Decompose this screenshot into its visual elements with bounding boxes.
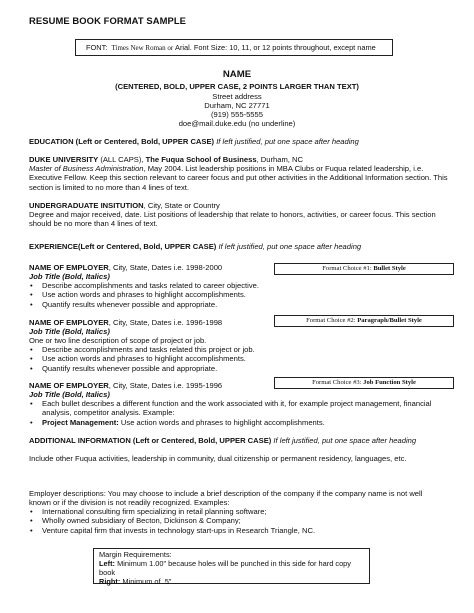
experience-heading-note: If left justified, put one space after heading xyxy=(216,242,362,251)
margin-right-line xyxy=(99,577,364,586)
undergraduate-entry xyxy=(29,201,449,210)
duke-name: DUKE UNIVERSITY xyxy=(29,155,99,164)
margin-heading: Margin Requirements: xyxy=(99,550,172,559)
job-2-title: Job Title (Bold, Italics) xyxy=(29,327,110,336)
format-choice-3-value: Job Function Style xyxy=(361,379,416,386)
margin-requirements-box xyxy=(93,548,370,584)
duke-location: , Durham, NC xyxy=(256,155,303,164)
education-heading xyxy=(29,137,449,146)
job-3-title: Job Title (Bold, Italics) xyxy=(29,390,110,399)
list-item: • Venture capital firm that invests in technology start-ups in Research Triangle, NC. xyxy=(29,526,449,535)
font-requirements-box xyxy=(75,39,393,56)
list-item: • Use action words and phrases to highlight accomplishments. xyxy=(29,290,449,299)
name-format-note: (CENTERED, BOLD, UPPER CASE, 2 POINTS LARGER THAN TEXT) xyxy=(115,82,359,91)
city-state-zip: Durham, NC 27771 xyxy=(204,101,270,110)
education-heading-note: If left justified, put one space after heading xyxy=(214,137,359,146)
job-3-employer: NAME OF EMPLOYER xyxy=(29,381,109,390)
format-choice-1-label: Format Choice #1: xyxy=(322,265,372,272)
list-item: • Use action words and phrases to highlight accomplishments. xyxy=(29,354,449,363)
additional-info-text: Include other Fuqua activities, leadership in community, dual citizenship or permanent residency, languages, etc. xyxy=(29,454,407,463)
job-1-bullets xyxy=(29,281,449,309)
list-item: • International consulting firm specializing in retail planning software; xyxy=(29,507,449,516)
margin-right-text: Minimum of .5" xyxy=(120,577,172,586)
duke-university-entry xyxy=(29,155,449,164)
font-label: FONT: xyxy=(86,43,108,52)
font-rest: Arial. Font Size: 10, 11, or 12 points throughout, except name xyxy=(175,43,376,52)
document-title: RESUME BOOK FORMAT SAMPLE xyxy=(29,15,187,26)
undergrad-location: , City, State or Country xyxy=(143,201,220,210)
job-1-header xyxy=(29,263,269,272)
job-1-title: Job Title (Bold, Italics) xyxy=(29,272,110,281)
additional-info-heading xyxy=(29,436,449,445)
undergrad-name: UNDERGRADUATE INSITUTION xyxy=(29,201,144,210)
duke-description-text: , May 2004. List leadership positions in MBA Clubs or Fuqua related leadership, i.e. Executive Fellow. Keep this section relevant to career focus and put other activities in the Additional Information section. This section is limited to no more than 4 lines of text. xyxy=(29,164,448,192)
duke-caps-note: (ALL CAPS), xyxy=(98,155,146,164)
margin-right-label: Right: xyxy=(99,577,121,586)
format-choice-3-box xyxy=(274,377,454,389)
job-2-intro: One or two line description of scope of project or job. xyxy=(29,336,207,345)
duke-description xyxy=(29,164,449,192)
employer-description-examples xyxy=(29,507,449,535)
experience-heading-text: EXPERIENCE(Left or Centered, Bold, UPPER CASE) xyxy=(29,242,217,251)
margin-left-label: Left: xyxy=(99,559,116,568)
phone-number: (919) 555-5555 xyxy=(211,110,263,119)
font-or: or xyxy=(165,44,176,52)
margin-left-text: Minimum 1.00" because holes will be punched in this side for hard copy book xyxy=(99,559,351,577)
mba-degree: Master of Business Administration xyxy=(29,164,144,173)
employer-descriptions-intro: Employer descriptions: You may choose to include a brief description of the company if the company name is not well known or if the division is not readily recognized. Examples: xyxy=(29,489,423,508)
list-item: • Wholly owned subsidiary of Becton, Dickinson & Company; xyxy=(29,516,449,525)
job-1-location-dates: , City, State, Dates i.e. 1998-2000 xyxy=(108,263,223,272)
job-1-employer: NAME OF EMPLOYER xyxy=(29,263,109,272)
additional-heading-note: If left justified, put one space after heading xyxy=(271,436,417,445)
format-choice-3-label: Format Choice #3: xyxy=(312,379,362,386)
email-address: doe@mail.duke.edu (no underline) xyxy=(178,119,296,128)
format-choice-2-value: Paragraph/Bullet Style xyxy=(355,317,422,324)
experience-heading xyxy=(29,242,449,251)
fuqua-name: The Fuqua School of Business xyxy=(145,155,257,164)
job-2-location-dates: , City, State, Dates i.e. 1996-1998 xyxy=(108,318,223,327)
format-choice-1-value: Bullet Style xyxy=(371,265,406,272)
list-item: • Describe accomplishments and tasks related to career objective. xyxy=(29,281,449,290)
format-choice-2-box xyxy=(274,315,454,327)
job-2-bullets xyxy=(29,345,449,373)
format-choice-2-label: Format Choice #2: xyxy=(306,317,356,324)
additional-heading-text: ADDITIONAL INFORMATION (Left or Centered, Bold, UPPER CASE) xyxy=(29,436,272,445)
list-item: • Describe accomplishments and tasks related this project or job. xyxy=(29,345,449,354)
job-3-bullets xyxy=(29,399,449,427)
list-item xyxy=(29,418,449,427)
job-3-location-dates: , City, State, Dates i.e. 1995-1996 xyxy=(108,381,223,390)
project-management-text: Use action words and phrases to highlight accomplishments. xyxy=(118,417,325,427)
list-item: • Each bullet describes a different function and the work associated with it, for example project management, financial analysis, competitor analysis. Example: xyxy=(29,399,449,418)
education-heading-text: EDUCATION (Left or Centered, Bold, UPPER CASE) xyxy=(29,137,215,146)
job-3-header xyxy=(29,381,269,390)
font-times-new-roman: Times New Roman xyxy=(111,44,166,52)
undergrad-description: Degree and major received, date. List positions of leadership that relate to honors, activities, or career focus. This section should be no more than 4 lines of text. xyxy=(29,210,436,229)
job-2-header xyxy=(29,318,269,327)
street-address: Street address xyxy=(212,92,262,101)
job-2-employer: NAME OF EMPLOYER xyxy=(29,318,109,327)
margin-left-line xyxy=(99,559,364,577)
resume-name: NAME xyxy=(222,69,252,80)
project-management-label: Project Management: xyxy=(42,417,119,427)
list-item: • Quantify results whenever possible and appropriate. xyxy=(29,300,449,309)
list-item: • Quantify results whenever possible and appropriate. xyxy=(29,364,449,373)
